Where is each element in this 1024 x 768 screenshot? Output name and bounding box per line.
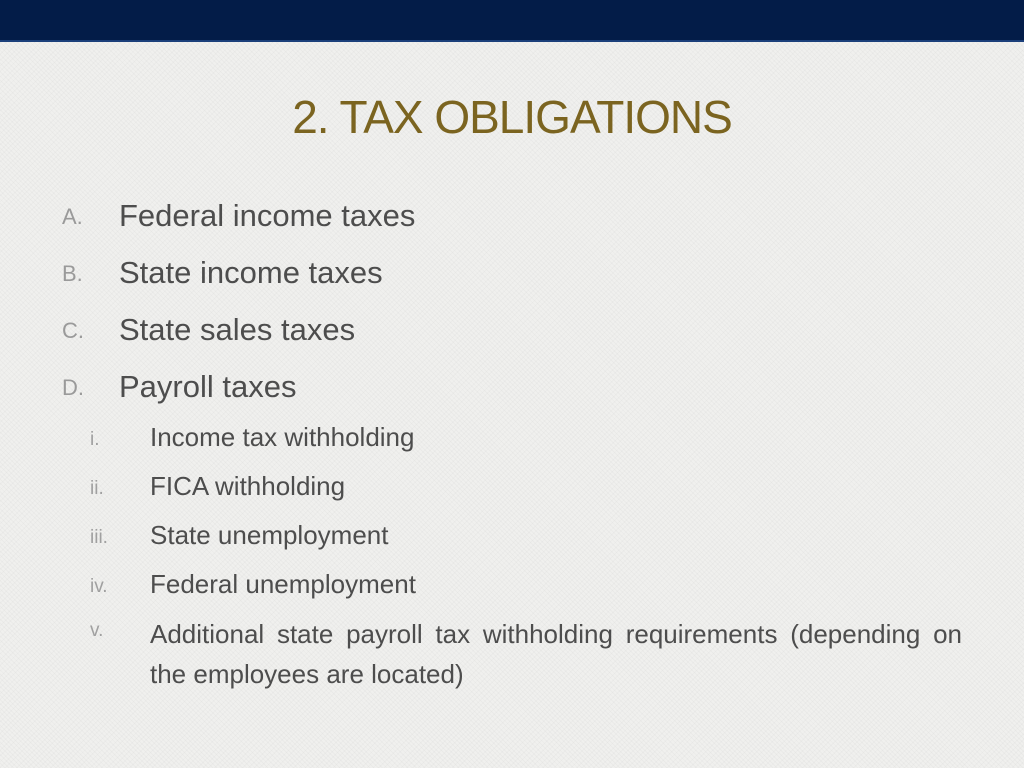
sublist-item-text: Income tax withholding: [150, 422, 415, 452]
list-item-state-sales-taxes: [62, 306, 962, 350]
list-item-text: State income taxes: [119, 255, 383, 290]
sublist-marker: iv.: [90, 576, 108, 597]
sublist-marker: i.: [90, 429, 100, 450]
list-item-text: Payroll taxes: [119, 369, 297, 404]
sublist-item-text: FICA withholding: [150, 471, 346, 501]
list-marker: C.: [62, 318, 84, 343]
list-marker: A.: [62, 204, 83, 229]
sublist-marker: iii.: [90, 527, 108, 548]
sublist-item-income-tax-withholding: [90, 419, 970, 455]
sublist-item-additional-state-payroll: [90, 614, 970, 694]
list-marker: D.: [62, 375, 84, 400]
sublist-item-federal-unemployment: [90, 566, 970, 602]
list-item-payroll-taxes: [62, 363, 962, 407]
sublist-item-text: Federal unemployment: [150, 569, 416, 599]
slide-title: 2. TAX OBLIGATIONS: [292, 91, 732, 143]
list-item-federal-income-taxes: [62, 192, 962, 236]
list-marker: B.: [62, 261, 83, 286]
sublist-item-text: Additional state payroll tax withholding requirements (depending on the employees are located): [150, 619, 962, 689]
sublist-item-fica-withholding: [90, 468, 970, 504]
sublist-item-state-unemployment: [90, 517, 970, 553]
list-item-text: State sales taxes: [119, 312, 356, 347]
list-item-text: Federal income taxes: [119, 198, 416, 233]
sublist-marker: ii.: [90, 478, 104, 499]
list-item-state-income-taxes: [62, 249, 962, 293]
sublist-item-text: State unemployment: [150, 520, 389, 550]
sublist-marker: v.: [90, 620, 104, 641]
